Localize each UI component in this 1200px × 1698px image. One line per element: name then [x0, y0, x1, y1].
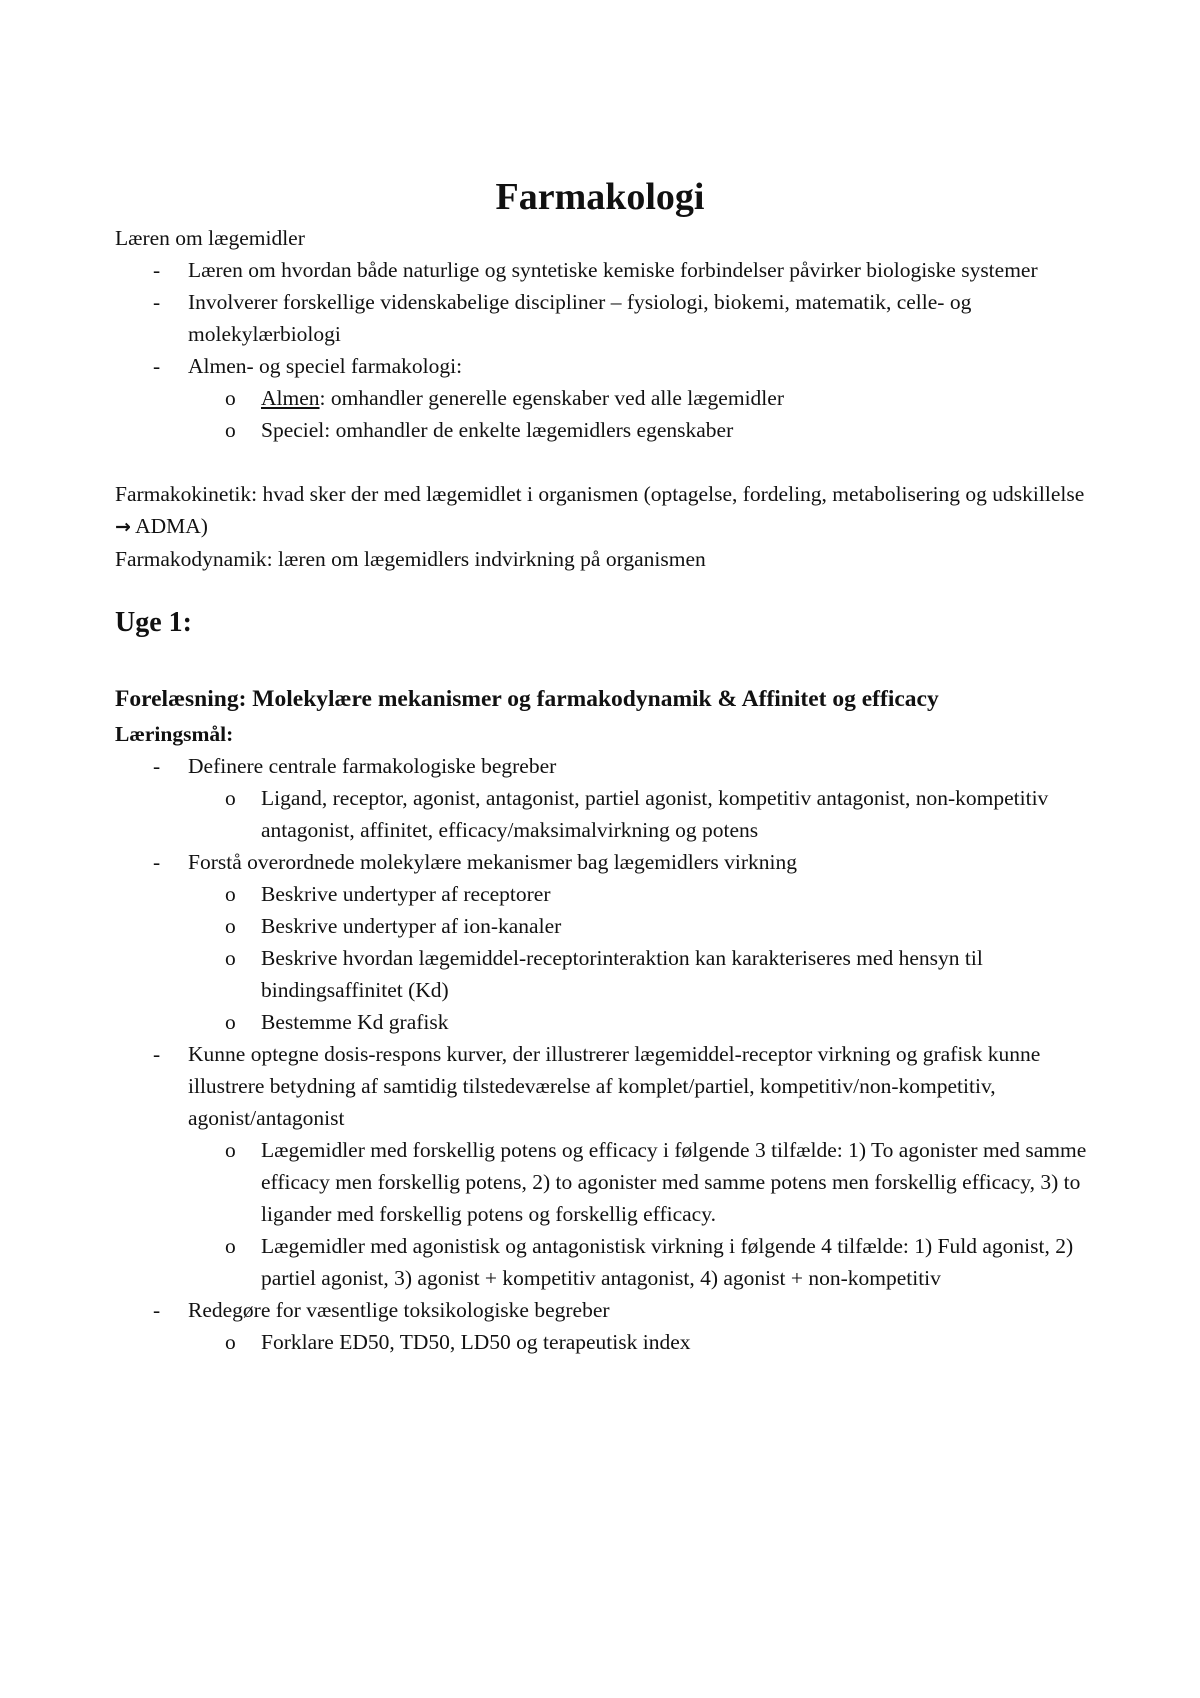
dash-bullet: -: [153, 1298, 161, 1322]
dash-bullet: -: [153, 754, 161, 778]
list-item: - Involverer forskellige videnskabelige discipliner – fysiologi, biokemi, matematik, celle- og molekylærbiologi: [115, 286, 1100, 350]
sub-list-item: o Speciel: omhandler de enkelte lægemidlers egenskaber: [115, 414, 1100, 446]
lecture-heading: Forelæsning: Molekylære mekanismer og farmakodynamik & Affinitet og efficacy: [115, 686, 939, 712]
circle-bullet: o: [225, 418, 236, 442]
circle-bullet: o: [225, 882, 236, 906]
document-body: [115, 222, 1100, 1358]
sub-list-item: o Beskrive undertyper af ion-kanaler: [115, 910, 1100, 942]
dash-bullet: -: [153, 354, 161, 378]
list-item: - Definere centrale farmakologiske begreber o Ligand, receptor, agonist, antagonist, partiel agonist, kompetitiv antagonist, non-kompetitiv antagonist, affinitet, efficacy/maksimalvirkning og potens: [115, 750, 1100, 846]
list-item: - Almen- og speciel farmakologi: o Almen: omhandler generelle egenskaber ved alle lægemidler o Speciel: omhandler de enkelte lægemidlers egenskaber: [115, 350, 1100, 446]
sub-list-item: o Beskrive hvordan lægemiddel-receptorinteraktion kan karakteriseres med hensyn til bindingsaffinitet (Kd): [115, 942, 1100, 1006]
underlined-term: Almen: [261, 386, 320, 410]
list-item: - Kunne optegne dosis-respons kurver, der illustrerer lægemiddel-receptor virkning og grafisk kunne illustrere betydning af samtidig tilstedeværelse af komplet/partiel, kompetitiv/non-kompetitiv, agonist/antagonist o Lægemidler med forskellig potens og efficacy i følgende 3 tilfælde: 1) To agonister med samme efficacy men forskellig potens, 2) to agonister med samme potens men forskellig efficacy, 3) to ligander med forskellig potens og forskellig efficacy. o Lægemidler med agonistisk og antagonistisk virkning i følgende 4 tilfælde: 1) Fuld agonist, 2) partiel agonist, 3) agonist + kompetitiv antagonist, 4) agonist + non-kompetitiv: [115, 1038, 1100, 1294]
dash-bullet: -: [153, 850, 161, 874]
list-item: - Forstå overordnede molekylære mekanismer bag lægemidlers virkning o Beskrive undertyper af receptorer o Beskrive undertyper af ion-kanaler o Beskrive hvordan lægemiddel-receptorinteraktion kan karakteriseres med hensyn til bindingsaffinitet (Kd) o Bestemme Kd grafisk: [115, 846, 1100, 1038]
sub-list-item: o Lægemidler med agonistisk og antagonistisk virkning i følgende 4 tilfælde: 1) Fuld agonist, 2) partiel agonist, 3) agonist + kompetitiv antagonist, 4) agonist + non-kompetitiv: [115, 1230, 1100, 1294]
arrow-right-icon: →: [115, 516, 131, 538]
intro-heading: Læren om lægemidler: [115, 226, 305, 250]
learning-goals-label: Læringsmål:: [115, 722, 234, 746]
dash-bullet: -: [153, 1042, 161, 1066]
sub-list-item: o Beskrive undertyper af receptorer: [115, 878, 1100, 910]
sub-list-item: o Forklare ED50, TD50, LD50 og terapeutisk index: [115, 1326, 1100, 1358]
intro-list: [115, 254, 1100, 446]
circle-bullet: o: [225, 1010, 236, 1034]
circle-bullet: o: [225, 1234, 236, 1258]
page-title: Farmakologi: [495, 176, 705, 218]
sub-list: [115, 382, 1100, 446]
circle-bullet: o: [225, 1330, 236, 1354]
farmakodynamik-paragraph: Farmakodynamik: læren om lægemidlers indvirkning på organismen: [115, 547, 706, 571]
list-item: - Læren om hvordan både naturlige og syntetiske kemiske forbindelser påvirker biologiske systemer: [115, 254, 1100, 286]
week-heading: Uge 1:: [115, 607, 192, 638]
list-item: - Redegøre for væsentlige toksikologiske begreber o Forklare ED50, TD50, LD50 og terapeutisk index: [115, 1294, 1100, 1358]
sub-list-item: o Lægemidler med forskellig potens og efficacy i følgende 3 tilfælde: 1) To agonister med samme efficacy men forskellig potens, 2) to agonister med samme potens men forskellig efficacy, 3) to ligander med forskellig potens og forskellig efficacy.: [115, 1134, 1100, 1230]
circle-bullet: o: [225, 786, 236, 810]
circle-bullet: o: [225, 946, 236, 970]
sub-list: [115, 782, 1100, 846]
dash-bullet: -: [153, 290, 161, 314]
sub-list: [115, 878, 1100, 1038]
sub-list: [115, 1326, 1100, 1358]
learning-goals-list: [115, 750, 1100, 1358]
circle-bullet: o: [225, 914, 236, 938]
dash-bullet: -: [153, 258, 161, 282]
circle-bullet: o: [225, 1138, 236, 1162]
sub-list-item: o Almen: omhandler generelle egenskaber ved alle lægemidler: [115, 382, 1100, 414]
circle-bullet: o: [225, 386, 236, 410]
sub-list-item: o Bestemme Kd grafisk: [115, 1006, 1100, 1038]
sub-list-item: o Ligand, receptor, agonist, antagonist, partiel agonist, kompetitiv antagonist, non-kompetitiv antagonist, affinitet, efficacy/maksimalvirkning og potens: [115, 782, 1100, 846]
sub-list: [115, 1134, 1100, 1294]
farmakokinetik-paragraph: Farmakokinetik: hvad sker der med lægemidlet i organismen (optagelse, fordeling, metabolisering og udskillelse → ADMA): [115, 482, 1085, 538]
